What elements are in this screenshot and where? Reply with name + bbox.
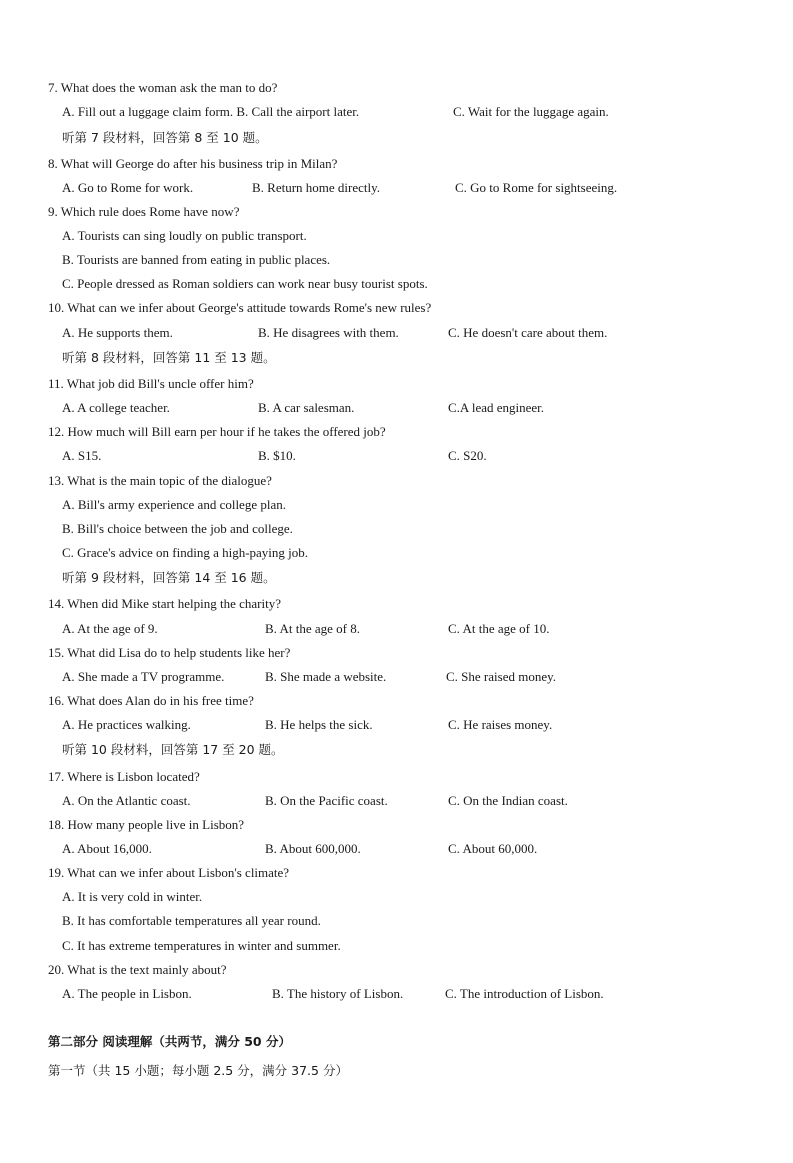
option-c: C. She raised money. [446,669,556,684]
option-c: C. It has extreme temperatures in winter and summer. [62,938,341,953]
option-c: C. Grace's advice on finding a high-paying job. [62,545,309,560]
option-a: A. About 16,000. [62,841,152,856]
option-a: A. S15. [62,448,102,463]
option-a: A. She made a TV programme. [62,669,225,684]
question-stem: 19. What can we infer about Lisbon's climate? [48,865,290,880]
option-a: A. Go to Rome for work. [62,180,194,195]
option-b: B. Bill's choice between the job and college. [62,521,293,536]
section-instruction: 听第 9 段材料，回答第 14 至 16 题。 [62,570,276,585]
option-a: A. A college teacher. [62,400,170,415]
section-instruction: 听第 10 段材料，回答第 17 至 20 题。 [62,742,284,757]
question-stem: 8. What will George do after his business trip in Milan? [48,156,338,171]
option-b: B. About 600,000. [265,841,361,856]
option-a: A. At the age of 9. [62,621,158,636]
option-a: A. Tourists can sing loudly on public transport. [62,228,307,243]
question-stem: 7. What does the woman ask the man to do? [48,80,278,95]
question-stem: 15. What did Lisa do to help students like her? [48,645,291,660]
question-stem: 16. What does Alan do in his free time? [48,693,254,708]
option-c: C. S20. [448,448,487,463]
option-a: A. Fill out a luggage claim form. B. Call the airport later. [62,104,360,119]
option-a: A. He practices walking. [62,717,191,732]
option-b: B. It has comfortable temperatures all year round. [62,913,321,928]
option-c: C. On the Indian coast. [448,793,568,808]
question-stem: 18. How many people live in Lisbon? [48,817,245,832]
question-stem: 14. When did Mike start helping the charity? [48,596,281,611]
option-b: B. Return home directly. [252,180,381,195]
question-stem: 20. What is the text mainly about? [48,962,227,977]
option-c: C. About 60,000. [448,841,538,856]
option-c: C. Wait for the luggage again. [453,104,609,119]
option-b: B. On the Pacific coast. [265,793,388,808]
option-b: B. The history of Lisbon. [272,986,404,1001]
question-stem: 13. What is the main topic of the dialogue? [48,473,272,488]
question-stem: 10. What can we infer about George's attitude towards Rome's new rules? [48,300,432,315]
option-c: C. He raises money. [448,717,553,732]
option-b: B. At the age of 8. [265,621,360,636]
question-stem: 11. What job did Bill's uncle offer him? [48,376,254,391]
option-c: C. Go to Rome for sightseeing. [455,180,618,195]
option-a: A. On the Atlantic coast. [62,793,191,808]
option-b: B. He disagrees with them. [258,325,399,340]
option-b: B. She made a website. [265,669,387,684]
section-instruction: 听第 8 段材料，回答第 11 至 13 题。 [62,350,276,365]
option-b: B. $10. [258,448,296,463]
question-stem: 9. Which rule does Rome have now? [48,204,240,219]
option-c: C. The introduction of Lisbon. [445,986,604,1001]
option-c: C. People dressed as Roman soldiers can work near busy tourist spots. [62,276,428,291]
option-b: B. Tourists are banned from eating in public places. [62,252,331,267]
option-c: C. He doesn't care about them. [448,325,608,340]
option-b: B. He helps the sick. [265,717,373,732]
part-title: 第二部分 阅读理解（共两节，满分 50 分） [48,1034,291,1049]
option-a: A. He supports them. [62,325,173,340]
option-a: A. It is very cold in winter. [62,889,203,904]
option-a: A. The people in Lisbon. [62,986,192,1001]
option-b: B. A car salesman. [258,400,355,415]
option-a: A. Bill's army experience and college plan. [62,497,286,512]
option-c: C.A lead engineer. [448,400,545,415]
option-c: C. At the age of 10. [448,621,550,636]
question-stem: 17. Where is Lisbon located? [48,769,200,784]
section-subtitle: 第一节（共 15 小题；每小题 2.5 分，满分 37.5 分） [48,1063,348,1078]
question-stem: 12. How much will Bill earn per hour if he takes the offered job? [48,424,386,439]
section-instruction: 听第 7 段材料，回答第 8 至 10 题。 [62,130,268,145]
